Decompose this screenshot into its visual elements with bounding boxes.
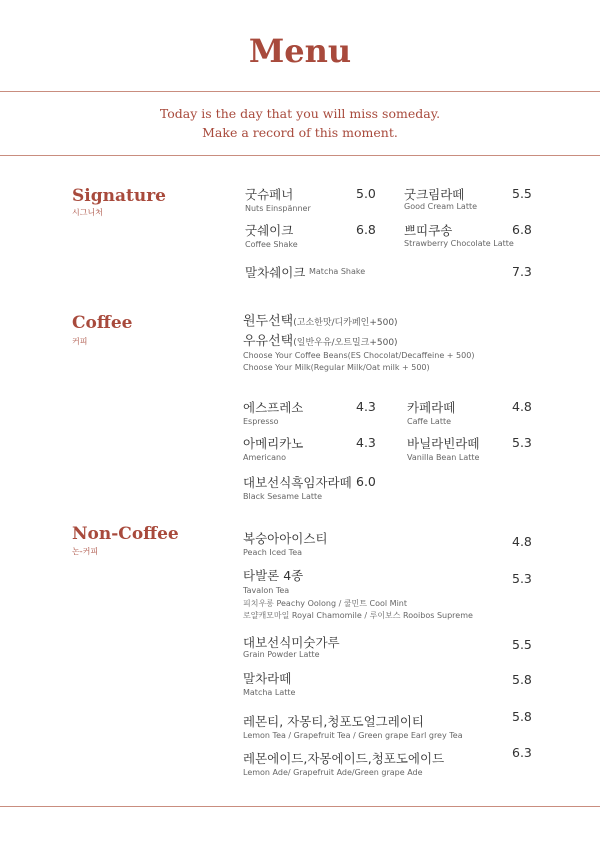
menu-item-en: Matcha Latte (243, 688, 296, 697)
menu-item-price: 5.5 (512, 637, 532, 652)
section-subtitle-signature: 시그니처 (72, 208, 103, 217)
menu-item-en: Espresso (243, 417, 279, 426)
menu-item-name: 대보선식미숫가루 (243, 635, 340, 650)
menu-item-name: 에스프레소 (243, 400, 304, 415)
coffee-option-en: Choose Your Coffee Beans(ES Chocolat/Decaffeine + 500) (243, 351, 475, 360)
menu-item-en: Coffee Shake (245, 240, 298, 249)
menu-item-name: 복숭아아이스티 (243, 531, 328, 546)
menu-item-price: 5.5 (512, 186, 532, 201)
section-subtitle-noncoffee: 논-커피 (72, 547, 99, 556)
menu-item-price: 6.3 (512, 745, 532, 760)
menu-item-en: Vanilla Bean Latte (407, 453, 480, 462)
coffee-option-beans (243, 310, 398, 329)
menu-item-detail: 로얄캐모마일 Royal Chamomile / 루이보스 Rooibos Supreme (243, 611, 473, 620)
divider-top (0, 91, 600, 92)
menu-item-price: 5.8 (512, 709, 532, 724)
menu-item-price: 7.3 (512, 264, 532, 279)
menu-item-en: Americano (243, 453, 286, 462)
menu-item-name: 굿크림라떼 (404, 187, 465, 202)
menu-item-en: Black Sesame Latte (243, 492, 323, 501)
menu-item-price: 4.8 (512, 534, 532, 549)
menu-item-en: Nuts Einspänner (245, 204, 311, 213)
menu-item-en: Matcha Shake (309, 267, 366, 276)
menu-item-name: 대보선식흑임자라떼 (243, 475, 352, 490)
menu-item-en: Caffe Latte (407, 417, 452, 426)
menu-item-en: Lemon Tea / Grapefruit Tea / Green grape Earl grey Tea (243, 731, 463, 740)
menu-item-price: 4.3 (356, 435, 376, 450)
menu-item-name: 굿슈페너 (245, 187, 294, 202)
divider-bottom (0, 806, 600, 807)
menu-item-name: 레몬에이드,자몽에이드,청포도에이드 (243, 751, 445, 766)
menu-item-name: 말차라떼 (243, 671, 292, 686)
menu-item-price: 5.0 (356, 186, 376, 201)
menu-item-name: 아메리카노 (243, 436, 304, 451)
coffee-option-milk (243, 330, 398, 349)
menu-item-name: 바닐라빈라떼 (407, 436, 480, 451)
coffee-option-en: Choose Your Milk(Regular Milk/Oat milk + 500) (243, 363, 430, 372)
menu-item-name: 레몬티, 자몽티,청포도얼그레이티 (243, 714, 424, 729)
section-title-signature: Signature (72, 186, 166, 206)
menu-item-en: Strawberry Chocolate Latte (404, 239, 514, 248)
menu-item-price: 5.3 (512, 571, 532, 586)
menu-item-en: Grain Powder Latte (243, 650, 320, 659)
menu-item-price: 4.8 (512, 399, 532, 414)
menu-item-name: 굿쉐이크 (245, 223, 294, 238)
tagline-line-2: Make a record of this moment. (202, 125, 398, 140)
menu-item-name: 쁘띠쿠송 (404, 223, 453, 238)
section-title-coffee: Coffee (72, 313, 133, 333)
tagline-line-1: Today is the day that you will miss someday. (159, 106, 441, 121)
option-detail: (일반우유/오트밀크+500) (293, 338, 398, 348)
menu-item-name: 말차쉐이크 (245, 265, 306, 280)
option-label: 원두선택 (243, 314, 294, 329)
divider-tagline (0, 155, 600, 156)
menu-item-price: 5.3 (512, 435, 532, 450)
menu-item-en: Tavalon Tea (243, 586, 290, 595)
option-detail: (고소한맛/디카페인+500) (293, 318, 398, 328)
option-label: 우유선택 (243, 334, 294, 349)
menu-item-price: 6.8 (356, 222, 376, 237)
menu-item-en: Lemon Ade/ Grapefruit Ade/Green grape Ade (243, 768, 423, 777)
menu-item-en: Good Cream Latte (404, 202, 478, 211)
menu-item-price: 6.0 (356, 474, 376, 489)
section-subtitle-coffee: 커피 (72, 337, 88, 346)
menu-item-name: 타발론 4종 (243, 568, 304, 583)
menu-item-price: 6.8 (512, 222, 532, 237)
menu-item-detail: 피치우롱 Peachy Oolong / 쿨민트 Cool Mint (243, 599, 408, 608)
menu-item-price: 4.3 (356, 399, 376, 414)
section-title-noncoffee: Non-Coffee (72, 524, 179, 544)
page-title: Menu (248, 32, 352, 70)
menu-item-price: 5.8 (512, 672, 532, 687)
menu-item-name: 카페라떼 (407, 400, 456, 415)
menu-item-en: Peach Iced Tea (243, 548, 303, 557)
